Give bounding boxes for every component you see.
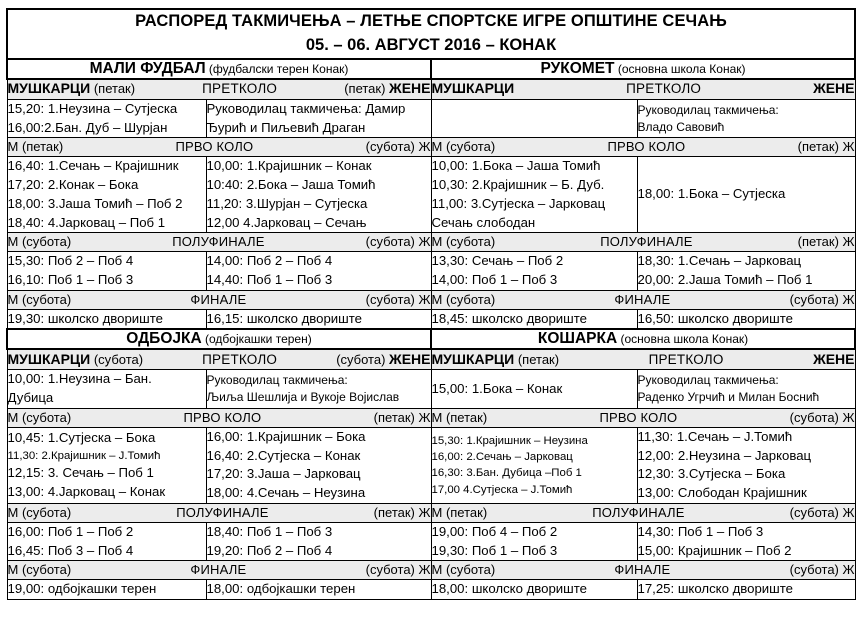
match-line: 11,00: 3.Сутјеска – Јарковац [431, 195, 606, 211]
women-day-marker: (субота) Ж [789, 291, 855, 307]
match-line: 18,00: одбојкашки терен [206, 581, 356, 597]
women-day-marker: (петак) Ж [373, 409, 431, 425]
prelim-men-football [7, 99, 206, 137]
match-line: 18,00: 1.Бока – Сутјеска [637, 186, 786, 202]
match-line: 15,20: 1.Неузина – Сутјеска [7, 100, 178, 116]
match-line: 10,00: 1.Неузина – Бан. [7, 371, 152, 387]
match-line: 18,00: школско двориште [431, 581, 587, 597]
match-line: 10:40: 2.Бока – Јаша Томић [206, 177, 376, 193]
gender-header-inner [8, 351, 431, 369]
sport-venue: (основна школа Конак) [614, 61, 746, 76]
round1-men-volleyball [7, 427, 206, 503]
stage-name: ФИНАЛЕ [190, 562, 247, 578]
stage-name: ПОЛУФИНАЛЕ [592, 504, 685, 520]
final-women-football [206, 309, 431, 329]
match-line: 16,10: Поб 1 – Поб 3 [7, 271, 134, 287]
men-day: (петак) [90, 81, 136, 97]
men-label: МУШКАРЦИ [7, 351, 91, 368]
sport-banner-row [7, 59, 855, 79]
stage-name: ПРВО КОЛО [599, 409, 678, 425]
men-day-marker: М (субота) [431, 562, 496, 578]
stage-separator-inner [432, 505, 855, 521]
prelim-men-basketball [431, 370, 637, 408]
title-line-2: 05. – 06. АВГУСТ 2016 – КОНАК [305, 35, 557, 54]
round1-men-handball [431, 157, 637, 233]
match-line: 12,30: 3.Сутјеска – Бока [637, 466, 786, 482]
women-day-marker: (субота) Ж [789, 562, 855, 578]
note-line: Руководилац такмичења: [637, 102, 779, 117]
semifinal-men-football [7, 252, 206, 290]
prelim-men-handball [431, 99, 637, 137]
stage-separator-inner [8, 234, 431, 250]
gender-header-inner [432, 351, 855, 369]
stage-separator-inner [432, 410, 855, 426]
match-line: 19,30: школско двориште [7, 310, 163, 326]
sport-name: КОШАРКА [537, 330, 618, 348]
match-line: 15,00: 1.Бока – Конак [431, 380, 563, 396]
stage-name: ФИНАЛЕ [190, 291, 247, 307]
men-label-group [432, 80, 515, 98]
match-line: Сечањ слободан [431, 214, 536, 230]
stage-name: ФИНАЛЕ [614, 291, 671, 307]
stage-separator-row [7, 561, 855, 580]
stage-separator-row [7, 503, 855, 522]
note-line: Руководилац такмичења: [206, 373, 348, 388]
match-line: 14,00: Поб 2 – Поб 4 [206, 253, 333, 269]
stage-separator-row [7, 290, 855, 309]
prelim-matches-row [7, 99, 855, 137]
gender-header-inner [8, 80, 431, 98]
prelim-men-volleyball [7, 370, 206, 408]
men-day-marker: М (субота) [7, 504, 72, 520]
stage-separator-row [7, 233, 855, 252]
sport-banner-football [7, 59, 431, 79]
men-label-group [8, 351, 144, 369]
final-men-basketball [431, 580, 637, 600]
women-label: ЖЕНЕ [813, 351, 855, 368]
stage-name: ПРВО КОЛО [183, 409, 262, 425]
match-line: 11,30: 1.Сечањ – Ј.Томић [637, 428, 793, 444]
final-matches-row [7, 309, 855, 329]
stage-separator-football-final [7, 290, 431, 309]
stage-separator-handball-final [431, 290, 855, 309]
match-line: 18,30: 1.Сечањ – Јарковац [637, 253, 802, 269]
match-line: 12,00 4.Јарковац – Сечањ [206, 214, 367, 230]
stage-separator-inner [8, 139, 431, 155]
sport-banner-row [7, 329, 855, 349]
match-line: 10,00: 1.Бока – Јаша Томић [431, 158, 601, 174]
match-line: 18,40: 4.Јарковац – Поб 1 [7, 214, 166, 230]
schedule-table [6, 8, 856, 600]
stage-separator-row [7, 138, 855, 157]
match-line: 18,45: школско двориште [431, 310, 587, 326]
final-men-football [7, 309, 206, 329]
match-line: 16,00: 2.Сечањ – Јарковац [431, 451, 573, 464]
match-line: 12,00: 2.Неузина – Јарковац [637, 447, 812, 463]
women-day-marker: (субота) Ж [365, 234, 431, 250]
men-day-marker: М (петак) [431, 504, 488, 520]
match-line: 15,30: 1.Крајишник – Неузина [431, 435, 588, 448]
semifinal-women-volleyball [206, 522, 431, 560]
men-label: МУШКАРЦИ [7, 80, 91, 97]
sport-name: МАЛИ ФУДБАЛ [89, 59, 206, 77]
women-label-group [813, 351, 854, 369]
stage-separator-inner [8, 562, 431, 578]
match-line: 18,00: 3.Јаша Томић – Поб 2 [7, 195, 183, 211]
women-label: ЖЕНЕ [389, 80, 431, 97]
semifinal-men-volleyball [7, 522, 206, 560]
match-line: 19,00: одбојкашки терен [7, 581, 157, 597]
women-label-group [344, 80, 430, 98]
stage-separator-inner [432, 562, 855, 578]
round1-women-basketball [637, 427, 855, 503]
sport-banner-basketball [431, 329, 855, 349]
sport-banner-handball [431, 59, 855, 79]
match-line: 10,45: 1.Сутјеска – Бока [7, 430, 156, 446]
stage-separator-basketball-final [431, 561, 855, 580]
title-line-1: РАСПОРЕД ТАКМИЧЕЊА – ЛЕТЊЕ СПОРТСКЕ ИГРЕ ОПШТИНЕ СЕЧАЊ [135, 12, 727, 30]
round1-men-basketball [431, 427, 637, 503]
match-line: 15,30: Поб 2 – Поб 4 [7, 253, 134, 269]
men-label: МУШКАРЦИ [431, 351, 515, 368]
stage-name: ФИНАЛЕ [614, 562, 671, 578]
men-day-marker: М (субота) [431, 139, 496, 155]
match-line: 18,00: 4.Сечањ – Неузина [206, 485, 366, 501]
final-women-volleyball [206, 580, 431, 600]
match-line: 19,20: Поб 2 – Поб 4 [206, 542, 333, 558]
men-label: МУШКАРЦИ [431, 80, 515, 97]
round1-women-football [206, 157, 431, 233]
match-line: 14,30: Поб 1 – Поб 3 [637, 523, 764, 539]
match-line: 11,20: 3.Шурјан – Сутјеска [206, 195, 368, 211]
match-line: 16,00: 1.Крајишник – Бока [206, 428, 366, 444]
final-men-volleyball [7, 580, 206, 600]
stage-separator-handball-round1 [431, 138, 855, 157]
stage-separator-row [7, 408, 855, 427]
note-line: Ђурић и Пиљевић Драган [206, 119, 366, 135]
match-line: 10,30: 2.Крајишник – Б. Дуб. [431, 177, 605, 193]
men-day: (петак) [514, 352, 560, 368]
stage-separator-football-semifinal [7, 233, 431, 252]
schedule-body [7, 9, 855, 600]
stage-name: ПОЛУФИНАЛЕ [600, 234, 693, 250]
final-men-handball [431, 309, 637, 329]
match-line: 16,15: школско двориште [206, 310, 362, 326]
women-label: ЖЕНЕ [813, 80, 855, 97]
men-day-marker: М (субота) [431, 234, 496, 250]
stage-separator-inner [8, 505, 431, 521]
stage-name: ПОЛУФИНАЛЕ [172, 234, 265, 250]
men-day-marker: М (субота) [7, 234, 72, 250]
match-line: 15,00: Крајишник – Поб 2 [637, 542, 792, 558]
match-line: 10,00: 1.Крајишник – Конак [206, 158, 372, 174]
women-day-marker: (субота) Ж [789, 504, 855, 520]
match-line: 11,30: 2.Крајишник – Ј.Томић [7, 449, 161, 462]
match-line: 13,00: Слободан Крајишник [637, 485, 807, 501]
stage-label: ПРЕТКОЛО [648, 351, 724, 367]
men-day-marker: М (субота) [7, 409, 72, 425]
match-line: 16,30: 3.Бан. Дубица –Поб 1 [431, 467, 582, 480]
match-line: 18,40: Поб 1 – Поб 3 [206, 523, 333, 539]
stage-name: ПОЛУФИНАЛЕ [176, 504, 269, 520]
stage-separator-volleyball-round1 [7, 408, 431, 427]
match-line: 17,00 4.Сутјеска – Ј.Томић [431, 483, 573, 496]
gender-header-handball [431, 79, 855, 100]
stage-separator-inner [432, 234, 855, 250]
sport-name: ОДБОЈКА [126, 330, 202, 348]
title-row [7, 9, 855, 59]
men-day-marker: М (субота) [7, 291, 72, 307]
sport-venue: (основна школа Конак) [617, 332, 749, 347]
match-line: 16,50: школско двориште [637, 310, 793, 326]
note-line: Руководилац такмичења: Дамир [206, 100, 406, 116]
match-line: 14,00: Поб 1 – Поб 3 [431, 271, 558, 287]
match-line: 19,00: Поб 4 – Поб 2 [431, 523, 558, 539]
final-matches-row [7, 580, 855, 600]
women-day-marker: (петак) Ж [373, 504, 431, 520]
organizer-note-football [206, 99, 431, 137]
gender-header-volleyball [7, 349, 431, 370]
prelim-matches-row [7, 370, 855, 408]
women-label-group [336, 351, 430, 369]
note-line: Љиља Шешлија и Вукоје Војислав [206, 390, 400, 405]
gender-header-inner [432, 80, 855, 98]
stage-label: ПРЕТКОЛО [202, 80, 278, 96]
round1-men-football [7, 157, 206, 233]
women-day-marker: (петак) Ж [797, 234, 855, 250]
men-label-group [432, 351, 560, 369]
organizer-note-basketball [637, 370, 855, 408]
match-line: 16,40: 1.Сечањ – Крајишник [7, 158, 179, 174]
women-label: ЖЕНЕ [389, 351, 431, 368]
gender-header-football [7, 79, 431, 100]
men-day-marker: М (петак) [431, 409, 488, 425]
semifinal-matches-row [7, 522, 855, 560]
round1-women-volleyball [206, 427, 431, 503]
stage-separator-football-round1 [7, 138, 431, 157]
match-line: 16,45: Поб 3 – Поб 4 [7, 542, 134, 558]
stage-label: ПРЕТКОЛО [626, 80, 702, 96]
women-day-marker: (субота) Ж [365, 139, 431, 155]
round1-women-handball [637, 157, 855, 233]
men-day-marker: М (субота) [431, 291, 496, 307]
round1-matches-row [7, 427, 855, 503]
stage-separator-volleyball-final [7, 561, 431, 580]
stage-name: ПРВО КОЛО [607, 139, 686, 155]
men-day-marker: М (петак) [7, 139, 64, 155]
semifinal-women-football [206, 252, 431, 290]
gender-header-row [7, 349, 855, 370]
sport-banner-volleyball [7, 329, 431, 349]
note-line: Руководилац такмичења: [637, 373, 779, 388]
stage-name: ПРВО КОЛО [175, 139, 254, 155]
final-women-handball [637, 309, 855, 329]
sport-venue: (фудбалски терен Конак) [205, 61, 349, 76]
stage-separator-inner [432, 292, 855, 308]
stage-separator-basketball-semifinal [431, 503, 855, 522]
document-title [7, 9, 855, 59]
organizer-note-handball [637, 99, 855, 137]
match-line: 17,20: 2.Конак – Бока [7, 177, 139, 193]
stage-separator-inner [432, 139, 855, 155]
match-line: 17,20: 3.Јаша – Јарковац [206, 466, 361, 482]
semifinal-matches-row [7, 252, 855, 290]
match-line: 16,00: Поб 1 – Поб 2 [7, 523, 134, 539]
final-women-basketball [637, 580, 855, 600]
women-label-group [813, 80, 854, 98]
semifinal-men-handball [431, 252, 637, 290]
stage-separator-basketball-round1 [431, 408, 855, 427]
men-label-group [8, 80, 136, 98]
gender-header-row [7, 79, 855, 100]
match-line: 12,15: 3. Сечањ – Поб 1 [7, 465, 154, 481]
stage-separator-inner [8, 292, 431, 308]
women-day-marker: (субота) Ж [789, 409, 855, 425]
match-line: 20,00: 2.Јаша Томић – Поб 1 [637, 271, 813, 287]
sport-name: РУКОМЕТ [540, 59, 615, 77]
match-line: 16,40: 2.Сутјеска – Конак [206, 447, 361, 463]
women-day-marker: (субота) Ж [365, 562, 431, 578]
semifinal-men-basketball [431, 522, 637, 560]
semifinal-women-handball [637, 252, 855, 290]
women-day: (субота) [336, 352, 390, 368]
match-line: Дубица [7, 390, 54, 406]
match-line: 13,30: Сечањ – Поб 2 [431, 253, 564, 269]
stage-label: ПРЕТКОЛО [202, 351, 278, 367]
match-line: 14,40: Поб 1 – Поб 3 [206, 271, 333, 287]
semifinal-women-basketball [637, 522, 855, 560]
match-line: 13,00: 4.Јарковац – Конак [7, 483, 166, 499]
gender-header-basketball [431, 349, 855, 370]
stage-separator-handball-semifinal [431, 233, 855, 252]
match-line: 17,25: школско двориште [637, 581, 793, 597]
note-line: Владо Савовић [637, 119, 725, 134]
sport-venue: (одбојкашки терен) [201, 332, 312, 347]
men-day: (субота) [90, 352, 144, 368]
organizer-note-volleyball [206, 370, 431, 408]
women-day-marker: (субота) Ж [365, 291, 431, 307]
men-day-marker: М (субота) [7, 562, 72, 578]
match-line: 16,00:2.Бан. Дуб – Шурјан [7, 119, 168, 135]
women-day: (петак) [344, 81, 390, 97]
women-day-marker: (петак) Ж [797, 139, 855, 155]
stage-separator-inner [8, 410, 431, 426]
stage-separator-volleyball-semifinal [7, 503, 431, 522]
match-line: 19,30: Поб 1 – Поб 3 [431, 542, 558, 558]
round1-matches-row [7, 157, 855, 233]
note-line: Раденко Угрчић и Милан Боснић [637, 390, 820, 405]
